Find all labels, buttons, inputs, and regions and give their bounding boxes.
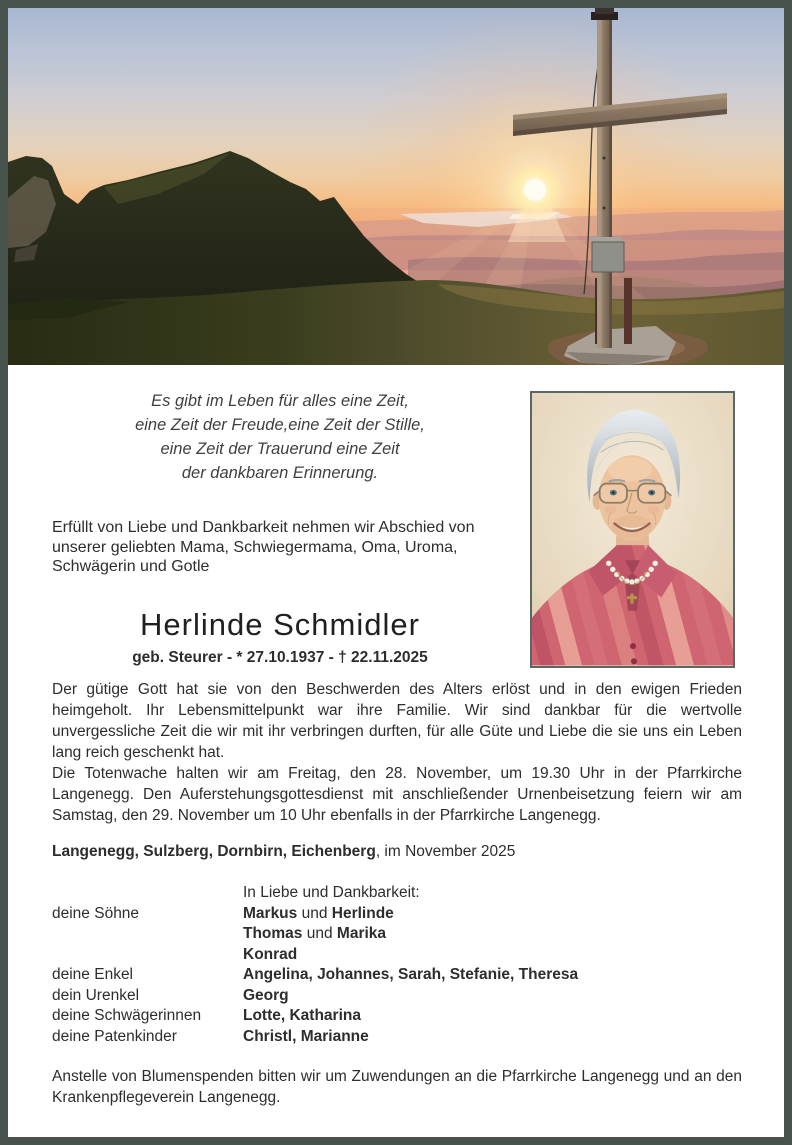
family-relation-label: deine Enkel [52,966,134,983]
obituary-paragraph-2: Die Totenwache halten wir am Freitag, den 28. November, um 19.30 Uhr in der Pfarrkirche Langenegg. Den Auferstehungsgottesdienst mit anschließender Urnenbeisetzung feiern wir am Samstag, den 29. November um 10 Uhr ebenfalls in der Pfarrkirche Langenegg. [52,765,742,824]
memorial-poem [52,389,508,485]
poem-line: eine Zeit der Freude,eine Zeit der Stille, [135,416,425,434]
portrait-photo [530,391,735,668]
family-row [52,986,742,1007]
family-relation-label [52,945,243,966]
family-row [52,883,742,904]
family-relation-label: deine Schwägerinnen [52,1007,202,1024]
family-relation-label: deine Patenkinder [52,1027,177,1045]
sun [524,179,546,201]
family-names: In Liebe und Dankbarkeit: [243,884,420,901]
mountain-sunset-photo [8,8,784,365]
obituary-paragraph-1: Der gütige Gott hat sie von den Beschwerden des Alters erlöst und in den ewigen Frieden heimgeholt. Ihr Lebensmittelpunkt war ihre Familie. Wir sind dankbar für die wertvolle unvergessliche Zeit die wir mit ihr verbringen durften, für alle Güte und Liebe die sie uns ein Leben lang reich geschenkt hat. [52,681,742,761]
family-row [52,904,742,925]
family-relation-label: deine Söhne [52,904,140,922]
closing-date: , im November 2025 [375,843,516,860]
family-names: Christl, Marianne [243,1027,369,1045]
family-row [52,965,742,986]
family-list [52,883,742,1047]
portrait-illustration [532,393,733,666]
poem-line: Es gibt im Leben für alles eine Zeit, [151,392,409,410]
family-names: Konrad [243,945,298,963]
mountain-sunset-scene [8,8,784,365]
poem-line: eine Zeit der Trauerund eine Zeit [160,440,400,458]
family-names: Thomas und Marika [243,925,387,942]
deceased-name: Herlinde Schmidler [140,607,420,642]
poem-line: der dankbaren Erinnerung. [181,464,379,482]
cities-list: Langenegg, Sulzberg, Dornbirn, Eichenberg [52,843,376,860]
family-names: Angelina, Johannes, Sarah, Stefanie, Theresa [243,966,579,983]
obituary-body [52,679,742,826]
family-relation-label [52,883,243,904]
family-names: Lotte, Katharina [243,1007,361,1024]
cross-box [592,242,624,272]
donation-paragraph: Anstelle von Blumenspenden bitten wir um Zuwendungen an die Pfarrkirche Langenegg und an den Krankenpflegeverein Langenegg. [52,1068,742,1106]
birth-death-dates: geb. Steurer - * 27.10.1937 - † 22.11.2025 [132,649,428,666]
intro-paragraph: Erfüllt von Liebe und Dankbarkeit nehmen wir Abschied von unserer geliebten Mama, Schwiegermama, Oma, Uroma, Schwägerin und Gotle [52,519,475,575]
family-names: Georg [243,986,289,1004]
family-row [52,945,742,966]
family-relation-label: dein Urenkel [52,986,140,1004]
family-relation-label [52,924,243,945]
family-row [52,924,742,945]
closing-line [52,843,742,861]
family-names: Markus und Herlinde [243,904,394,922]
family-row [52,1027,742,1048]
family-row [52,1006,742,1027]
